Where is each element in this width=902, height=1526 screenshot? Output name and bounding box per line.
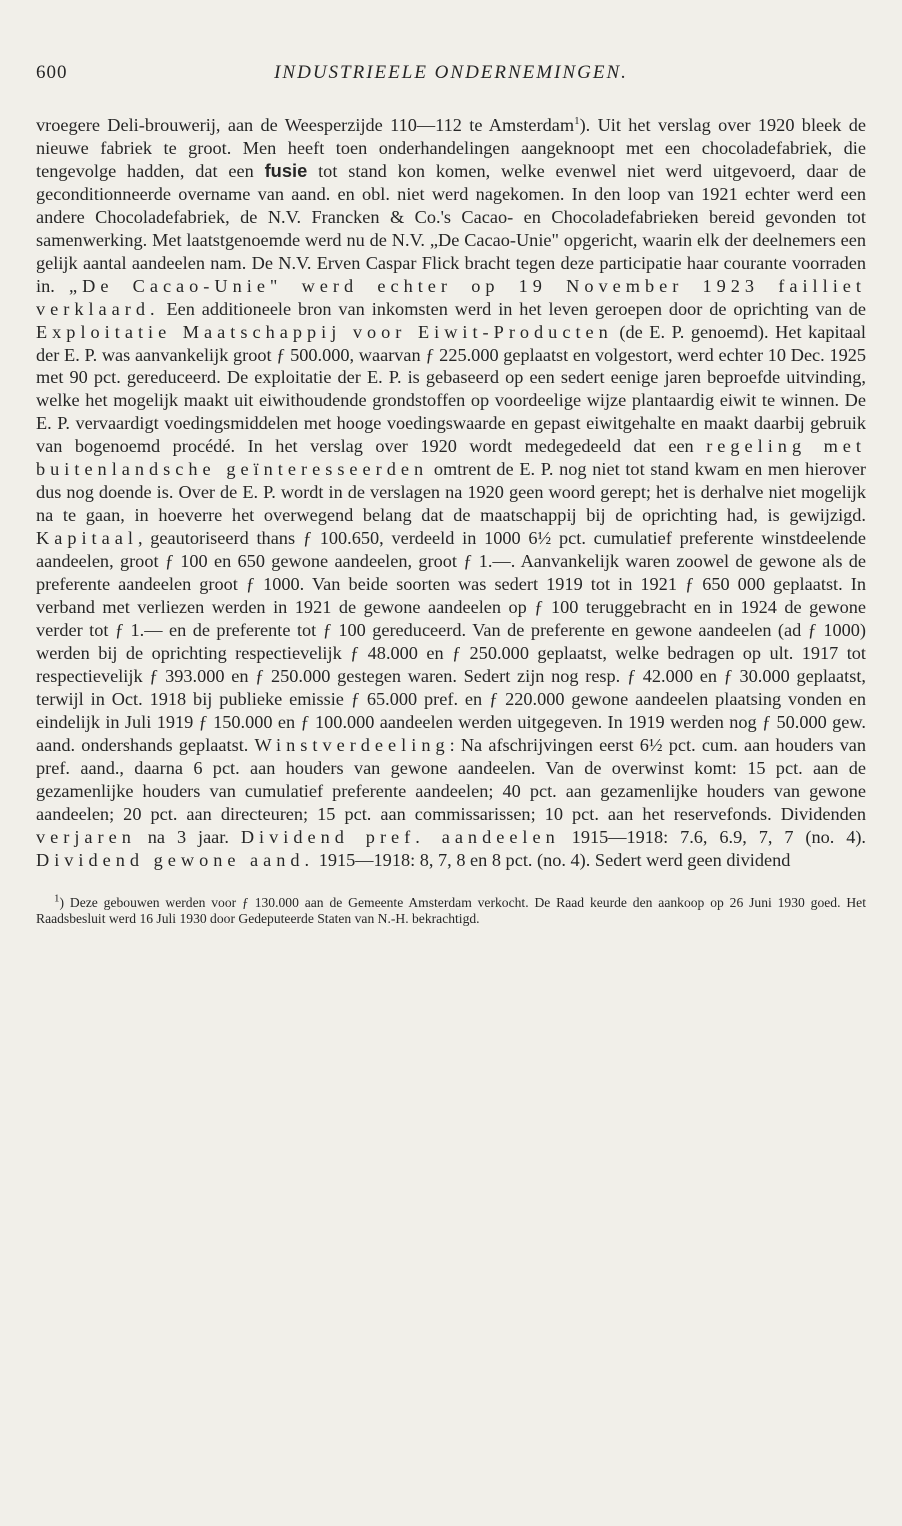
text-segment: ). Uit het verslag over 1920 bleek de nieuwe fabriek te groot. Men heeft toen onderhandelingen aangeknoopt met een chocoladefabriek, die tengevolge hadden, dat een xyxy=(36,115,866,181)
page-header xyxy=(36,62,866,92)
spaced-emphasis-dividend-pref: Dividend pref. aandeelen xyxy=(240,826,560,847)
spaced-emphasis-bankruptcy: „De Cacao-Unie" werd echter op 19 November 1923 failliet verklaard. xyxy=(36,275,866,319)
text-segment: omtrent de E. P. nog niet tot stand kwam en men hierover dus nog doende is. Over de E. P. wordt in de verslagen na 1920 geen woord gerept; het is derhalve niet mogelijk na te gaan, in hoeverre het overwegend belang dat de maatschappij bij de oprichting had, is gewijzigd. xyxy=(36,459,866,526)
spaced-emphasis-dividend-gewone: Dividend gewone aand. xyxy=(36,849,315,870)
running-title: INDUSTRIEELE ONDERNEMINGEN. xyxy=(274,62,628,83)
text-segment: , geautoriseerd thans ƒ 100.650, verdeeld in 1000 6½ pct. cumulatief preferente winstdeelende aandeelen, groot ƒ 100 en 650 gewone aandeelen, groot ƒ 1.—. Aanvankelijk waren zoowel de gewone als de preferente aandeelen groot ƒ 1000. Van beide soorten was sedert 1919 tot in 1921 ƒ 650 000 geplaatst. In verband met verliezen werden in 1921 de gewone aandeelen op ƒ 100 teruggebracht en in 1924 de gewone verder tot ƒ 1.— en de preferente tot ƒ 100 gereduceerd. Van de preferente en gewone aandeelen (ad ƒ 1000) werden bij de oprichting respectievelijk ƒ 48.000 en ƒ 250.000 geplaatst, welke bedragen op ult. 1917 tot respectievelijk ƒ 393.000 en ƒ 250.000 gestegen waren. Sedert zijn nog resp. ƒ 42.000 en ƒ 30.000 geplaatst, terwijl in Oct. 1918 bij publieke emissie ƒ 65.000 pref. en ƒ 220.000 gewone aandeelen plaatsing vonden en eindelijk in Juli 1919 ƒ 150.000 en ƒ 100.000 aandeelen werden uitgegeven. In 1919 werden nog ƒ 50.000 gew. aand. ondershands geplaatst. xyxy=(36,528,866,755)
paragraph xyxy=(36,114,866,871)
text-segment: vroegere Deli-brouwerij, aan de Weesperzijde 110—112 te Amsterdam xyxy=(36,115,575,135)
footnote xyxy=(36,892,866,926)
text-segment: : Na afschrijvingen eerst 6½ pct. cum. aan houders van pref. aand., daarna 6 pct. aan houders van gewone aandeelen. Van de overwinst komt: 15 pct. aan de gezamenlijke houders van cumulatief preferente aandeelen; 40 pct. aan gezamenlijke houders van gewone aandeelen; 20 pct. aan directeuren; 15 pct. aan commissarissen; 10 pct. aan het reservefonds. Dividenden xyxy=(36,734,866,824)
spaced-emphasis-kapitaal: Kapitaal xyxy=(36,528,138,549)
spaced-emphasis-regeling: regeling met buitenlandsche geïnteresseerden xyxy=(36,436,866,480)
text-segment: (de E. P. genoemd). Het kapitaal der E. P. was aanvankelijk groot ƒ 500.000, waarvan ƒ 225.000 geplaatst en volgestort, werd echter 10 Dec. 1925 met 90 pct. gereduceerd. De exploitatie der E. P. is gebaseerd op een sedert eenige jaren beproefde uitvinding, welke het mogelijk maakt uit eiwithoudende grondstoffen op voordeelige wijze plantaardig eiwit te winnen. De E. P. vervaardigt voedingsmiddelen met hooge voedingswaarde en gepast eiwitgehalte en maakt daarbij gebruik van bogenoemd procédé. In het verslag over 1920 wordt medegedeeld dat een xyxy=(36,321,866,457)
text-segment: na 3 jaar. xyxy=(135,826,241,847)
text-segment: Een additioneele bron van inkomsten werd in het leven geroepen door de oprichting van de xyxy=(159,298,866,319)
bold-term-fusie: fusie xyxy=(264,159,308,181)
text-segment: tot stand kon komen, welke evenwel niet werd uitgevoerd, daar de geconditionneerde overname van aand. en obl. niet werd nagekomen. In den loop van 1921 echter werd een andere Chocoladefabriek, de N.V. Francken & Co.'s Cacao- en Chocoladefabrieken bereid gevonden tot samenwerking. Met laatstgenoemde werd nu de N.V. „De Cacao-Unie" opgericht, waarin elk der deelnemers een gelijk aantal aandeelen nam. De N.V. Erven Caspar Flick bracht tegen deze participatie haar courante voorraden in. xyxy=(36,160,866,296)
footnote-reference: 1 xyxy=(574,114,580,127)
footnote-marker: 1 xyxy=(54,892,60,905)
main-text xyxy=(36,114,866,871)
text-segment: 1915—1918: 7.6, 6.9, 7, 7 (no. 4). xyxy=(559,826,867,847)
footnote-text: ) Deze gebouwen werden voor ƒ 130.000 aan de Gemeente Amsterdam verkocht. De Raad keurde den aankoop op 26 Juni 1930 goed. Het Raadsbesluit werd 16 Juli 1930 door Gedeputeerde Staten van N.-H. bekrachtigd. xyxy=(36,895,866,926)
page-number: 600 xyxy=(36,62,68,83)
spaced-emphasis-verjaren: verjaren xyxy=(36,826,136,847)
text-segment: 1915—1918: 8, 7, 8 en 8 pct. (no. 4). Sedert werd geen dividend xyxy=(314,849,791,870)
spaced-emphasis-company-name: Exploitatie Maatschappij voor Eiwit-Producten xyxy=(36,321,613,342)
spaced-emphasis-winstverdeeling: Winstverdeeling xyxy=(254,734,450,755)
footnote-paragraph xyxy=(36,892,866,926)
